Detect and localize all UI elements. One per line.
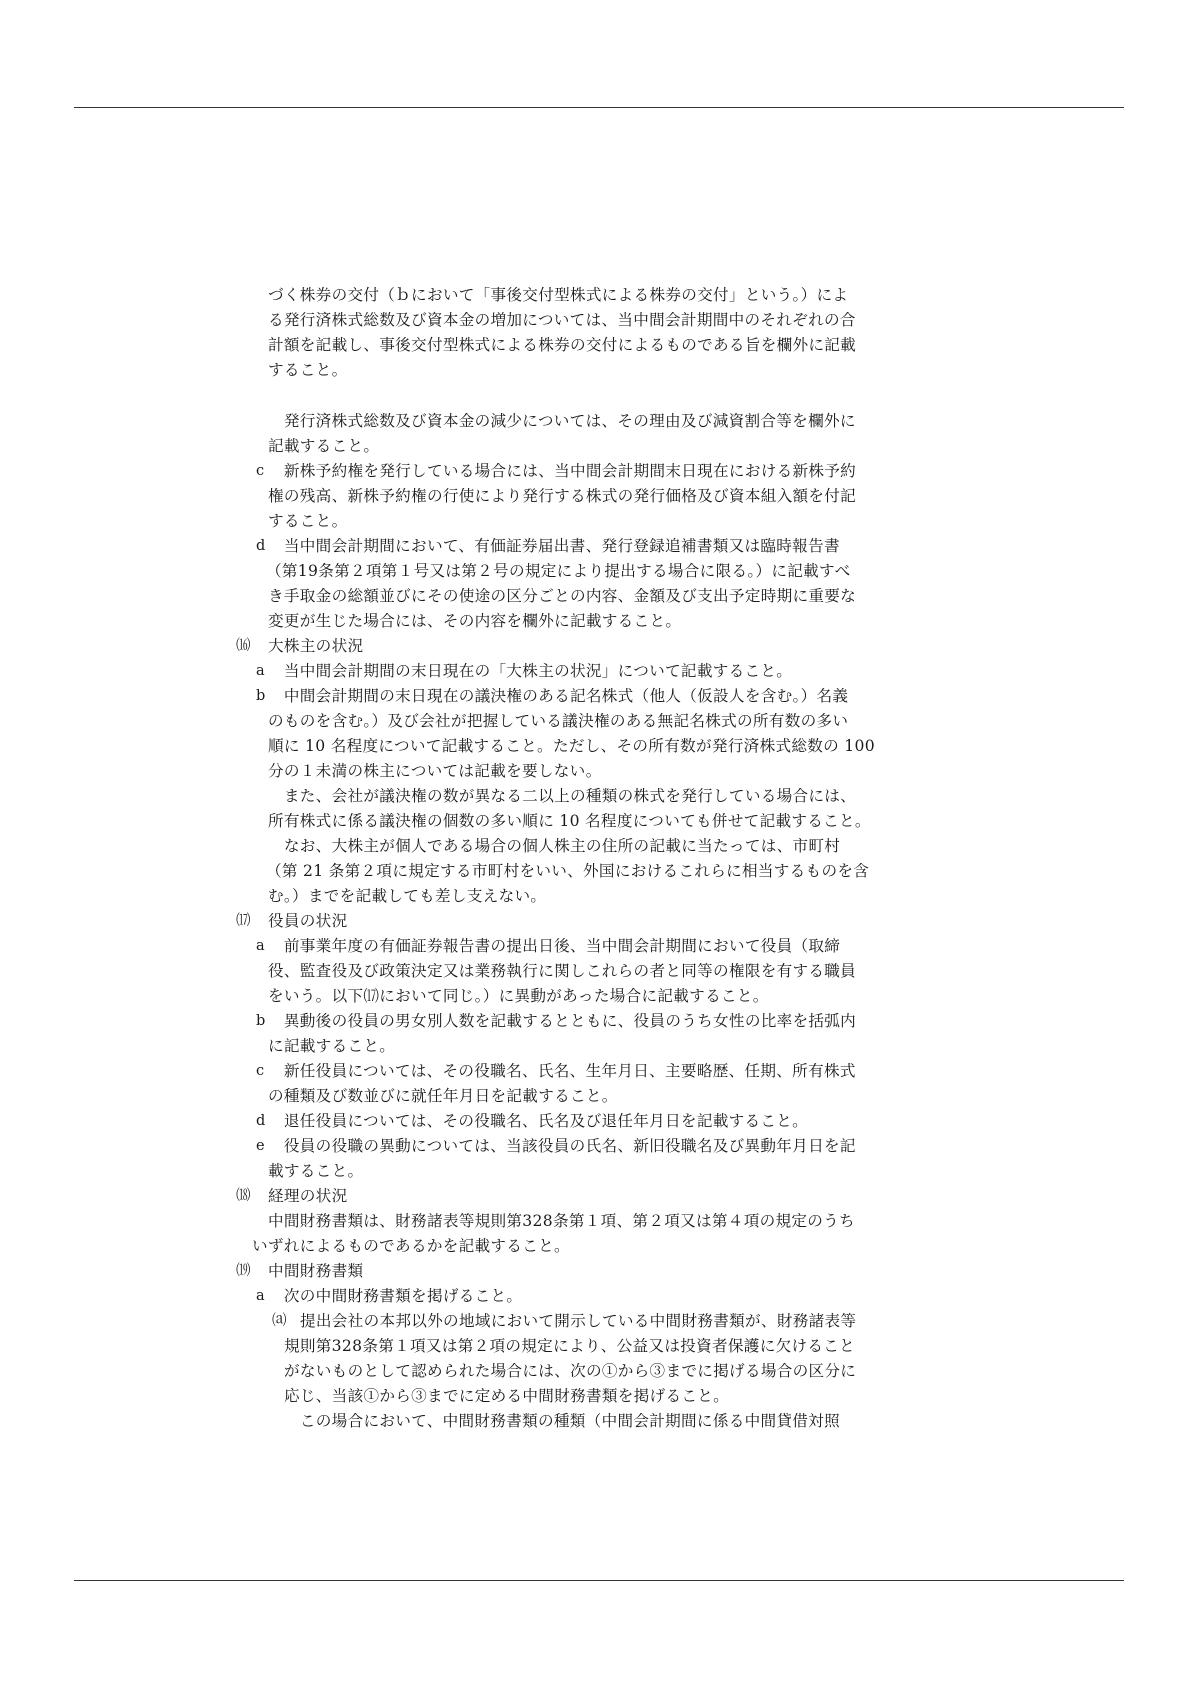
text-line: がないものとして認められた場合には、次の①から③までに掲げる場合の区分に [284,1362,857,1380]
text-line: 当中間会計期間の末日現在の「大株主の状況」について記載すること。 [268,662,793,680]
text-line: すること。 [268,512,348,530]
item-marker: d [256,538,266,554]
text-line: 所有株式に係る議決権の個数の多い順に 10 名程度についても併せて記載すること。 [268,812,871,830]
text-line: 分の１未満の株主については記載を要しない。 [268,762,602,780]
text-line: いずれによるものであるかを記載すること。 [252,1237,570,1255]
text-line: 発行済株式総数及び資本金の減少については、その理由及び減資割合等を欄外に [268,412,856,430]
text-line: （第 21 条第２項に規定する市町村をいい、外国におけるこれらに相当するものを含 [266,862,870,880]
text-line: 変更が生じた場合には、その内容を欄外に記載すること。 [268,612,682,630]
text-line: 大株主の状況 [268,637,364,655]
item-marker: c [256,463,265,479]
item-marker: a [256,663,265,679]
text-line: 計額を記載し、事後交付型株式による株券の交付によるものである旨を欄外に記載 [268,336,857,354]
text-line: すること。 [268,361,348,379]
text-line: 当中間会計期間において、有価証券届出書、発行登録追補書類又は臨時報告書 [268,537,840,555]
item-marker: ⒃ [236,638,251,654]
text-line: 次の中間財務書類を掲げること。 [268,1287,523,1305]
text-line: のものを含む。）及び会社が把握している議決権のある無記名株式の所有数の多い [268,712,849,730]
text-line: （第19条第２項第１号又は第２号の規定により提出する場合に限る。）に記載すべ [266,562,851,580]
text-line: 載すること。 [268,1162,364,1180]
text-line: 新任役員については、その役職名、氏名、生年月日、主要略歴、任期、所有株式 [268,1062,856,1080]
text-line: 中間会計期間の末日現在の議決権のある記名株式（他人（仮設人を含む。）名義 [268,687,849,705]
text-line: 応じ、当該①から③までに定める中間財務書類を掲げること。 [284,1387,730,1405]
item-marker: c [256,1063,265,1079]
footer-rule [74,1580,1124,1581]
text-line: 中間財務書類は、財務諸表等規則第328条第１項、第２項又は第４項の規定のうち [268,1212,855,1230]
text-line: 規則第328条第１項又は第２項の規定により、公益又は投資者保護に欠けること [284,1337,856,1355]
item-marker: d [256,1113,266,1129]
item-marker: b [256,688,266,704]
header-rule [74,107,1124,108]
item-marker: b [256,1013,266,1029]
text-line: 前事業年度の有価証券報告書の提出日後、当中間会計期間において役員（取締 [268,937,841,955]
text-line: 異動後の役員の男女別人数を記載するとともに、役員のうち女性の比率を括弧内 [268,1012,857,1030]
item-marker: a [256,1288,265,1304]
item-marker: ⒄ [236,913,251,929]
text-line: 新株予約権を発行している場合には、当中間会計期間末日現在における新株予約 [268,462,857,480]
text-line: 権の残高、新株予約権の行使により発行する株式の発行価格及び資本組入額を付記 [268,487,857,505]
item-marker: ⒜ [272,1313,287,1329]
text-line: 退任役員については、その役職名、氏名及び退任年月日を記載すること。 [268,1112,809,1130]
text-line: をいう。以下⒄において同じ。）に異動があった場合に記載すること。 [268,987,769,1005]
text-line: この場合において、中間財務書類の種類（中間会計期間に係る中間貸借対照 [284,1412,840,1430]
text-line: 記載すること。 [268,437,380,455]
text-line: 役、監査役及び政策決定又は業務執行に関しこれらの者と同等の権限を有する職員 [268,962,857,980]
text-line: る発行済株式総数及び資本金の増加については、当中間会計期間中のそれぞれの合 [268,311,856,329]
text-line: む。）までを記載しても差し支えない。 [268,887,547,905]
item-marker: ⒆ [236,1263,251,1279]
text-line: 役員の状況 [268,912,348,930]
text-line: 役員の役職の異動については、当該役員の氏名、新旧役職名及び異動年月日を記 [268,1137,856,1155]
text-line: 提出会社の本邦以外の地域において開示している中間財務書類が、財務諸表等 [300,1312,857,1330]
text-line: 順に 10 名程度について記載すること。ただし、その所有数が発行済株式総数の 100 [268,737,875,755]
text-line: 中間財務書類 [268,1262,364,1280]
text-line: なお、大株主が個人である場合の個人株主の住所の記載に当たっては、市町村 [268,837,841,855]
text-line: の種類及び数並びに就任年月日を記載すること。 [268,1087,618,1105]
text-line: 経理の状況 [268,1187,348,1205]
text-line: づく株券の交付（ｂにおいて「事後交付型株式による株券の交付」という。）によ [268,286,849,304]
item-marker: ⒅ [236,1188,251,1204]
item-marker: e [256,1138,265,1154]
text-line: き手取金の総額並びにその使途の区分ごとの内容、金額及び支出予定時期に重要な [268,587,857,605]
text-line: に記載すること。 [268,1037,396,1055]
item-marker: a [256,938,265,954]
text-line: また、会社が議決権の数が異なる二以上の種類の株式を発行している場合には、 [268,787,857,805]
